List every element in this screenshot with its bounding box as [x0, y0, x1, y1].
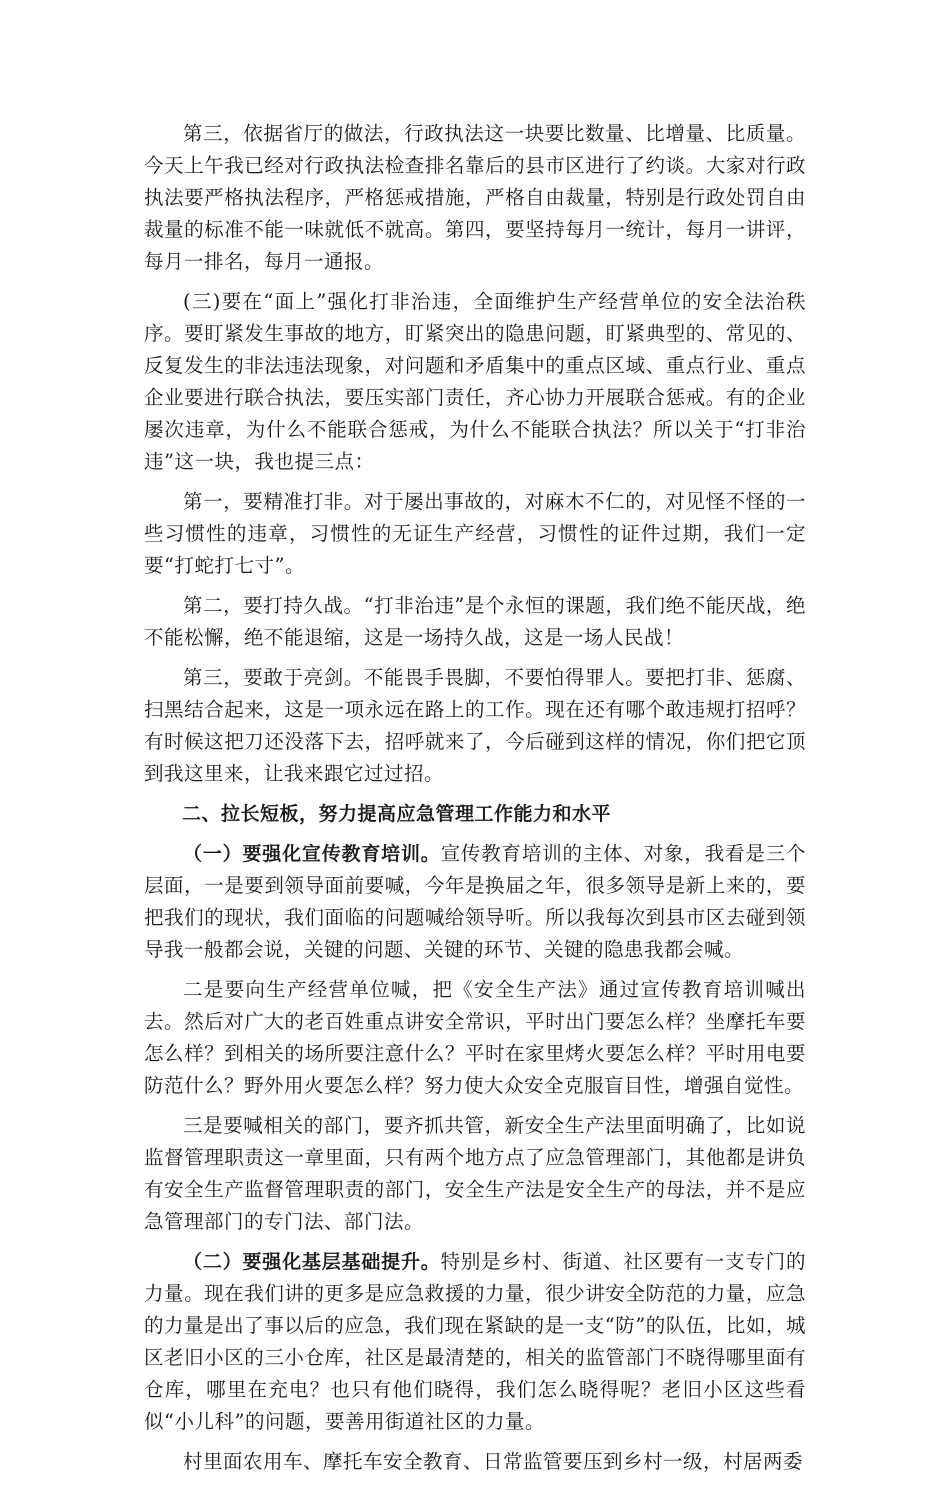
paragraph-first-precise: 第一，要精准打非。对于屡出事故的，对麻木不仁的，对见怪不怪的一些习惯性的违章，习惯性的无证生产经营，习惯性的证件过期，我们一定要“打蛇打七寸”。 [144, 490, 806, 577]
paragraph-text: 特别是乡村、街道、社区要有一支专门的力量。现在我们讲的更多是应急救援的力量，很少讲安全防范的力量，应急的力量是出了事以后的应急，我们现在紧缺的是一支“防”的队伍，比如，城区老旧小区的三小仓库，社区是最清楚的，相关的监管部门不晓得哪里面有仓库，哪里在充电？也只有他们晓得，我们怎么晓得呢？老旧小区这些看似“小儿科”的问题，要善用街道社区的力量。 [144, 1250, 806, 1433]
paragraph-section-3: (三)要在“面上”强化打非治违，全面维护生产经营单位的安全法治秩序。要盯紧发生事故的地方，盯紧突出的隐患问题，盯紧典型的、常见的、反复发生的非法违法现象，对问题和矛盾集中的重点区域、重点行业、重点企业要进行联合执法，要压实部门责任，齐心协力开展联合惩戒。有的企业屡次违章，为什么不能联合惩戒，为什么不能联合执法？所以关于“打非治违”这一块，我也提三点： [144, 290, 806, 473]
paragraph-third-shout: 三是要喊相关的部门，要齐抓共管，新安全生产法里面明确了，比如说监督管理职责这一章里面，只有两个地方点了应急管理部门，其他都是讲负有安全生产监督管理职责的部门，安全生产法是安全生产的母法，并不是应急管理部门的专门法、部门法。 [144, 1114, 806, 1233]
paragraph-lead: （一）要强化宣传教育培训。 [183, 843, 441, 865]
paragraph-second-shout: 二是要向生产经营单位喊，把《安全生产法》通过宣传教育培训喊出去。然后对广大的老百姓重点讲安全常识，平时出门要怎么样？坐摩托车要怎么样？到相关的场所要注意什么？平时在家里烤火要怎么样？平时用电要防范什么？野外用火要怎么样？努力使大众安全克服盲目性，增强自觉性。 [144, 978, 806, 1097]
paragraph-second-persistent: 第二，要打持久战。“打非治违”是个永恒的课题，我们绝不能厌战，绝不能松懈，绝不能退缩，这是一场持久战，这是一场人民战！ [144, 594, 806, 649]
paragraph-grassroots [144, 1246, 806, 1438]
paragraph-third-point: 第三，依据省厅的做法，行政执法这一块要比数量、比增量、比质量。今天上午我已经对行政执法检查排名靠后的县市区进行了约谈。大家对行政执法要严格执法程序，严格惩戒措施，严格自由裁量，特别是行政处罚自由裁量的标准不能一味就低不就高。第四，要坚持每月一统计，每月一讲评，每月一排名，每月一通报。 [144, 122, 806, 273]
paragraph-lead: （二）要强化基层基础提升。 [183, 1251, 441, 1273]
section-heading: 二、拉长短板，努力提高应急管理工作能力和水平 [182, 803, 612, 825]
paragraph-third-sword: 第三，要敢于亮剑。不能畏手畏脚，不要怕得罪人。要把打非、惩腐、扫黑结合起来，这是一项永远在路上的工作。现在还有哪个敢违规打招呼？有时候这把刀还没落下去，招呼就来了，今后碰到这样的情况，你们把它顶到我这里来，让我来跟它过过招。 [144, 666, 806, 785]
paragraph-text: 宣传教育培训的主体、对象，我看是三个层面，一是要到领导面前要喊，今年是换届之年，很多领导是新上来的，要把我们的现状，我们面临的问题喊给领导听。所以我每次到县市区去碰到领导我一般都会说，关键的问题、关键的环节、关键的隐患我都会喊。 [144, 842, 806, 961]
paragraph-propaganda [144, 838, 806, 966]
document-body [144, 118, 806, 1486]
paragraph-village: 村里面农用车、摩托车安全教育、日常监管要压到乡村一级，村居两委 [183, 1450, 804, 1473]
